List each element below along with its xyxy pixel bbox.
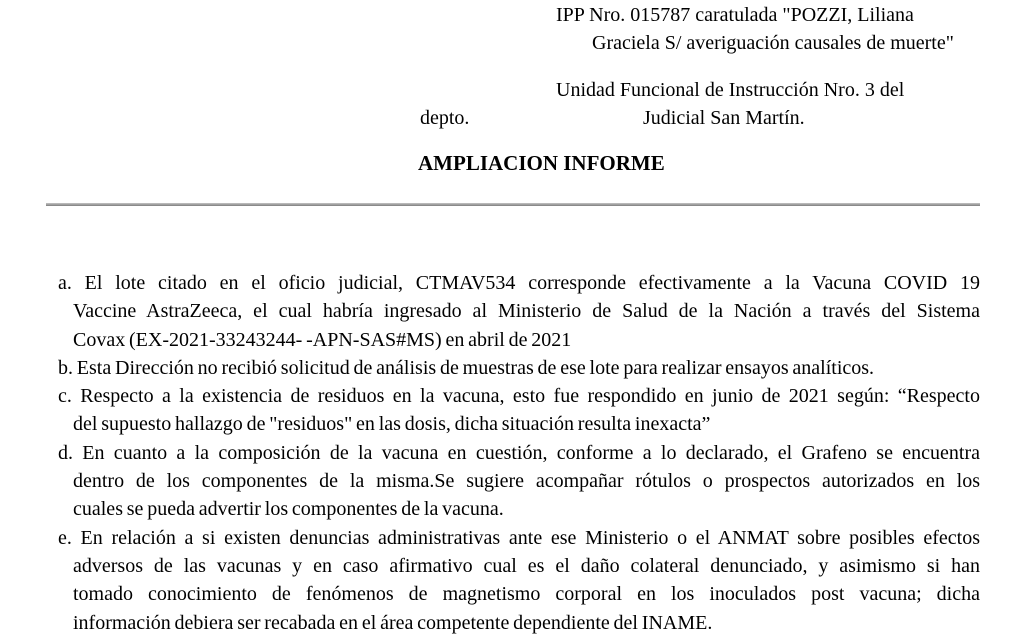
report-list [58,269,980,637]
report-text-line: Covax (EX-2021-33243244- -APN-SAS#MS) en abril de 2021 [73,328,572,351]
item-marker: b. [58,356,73,379]
report-text-line: b. Esta Dirección no recibió solicitud de análisis de muestras de ese lote para realizar ensayos analíticos. [58,356,875,379]
report-item-a [58,269,980,354]
report-item-d [58,439,980,524]
document-title: AMPLIACION INFORME [418,151,665,175]
court-line-2-left: depto. [420,107,470,129]
item-marker: d. [58,441,73,464]
item-marker: a. [58,272,72,294]
report-text-line: adversos de las vacunas y en caso afirmativo cual es el daño colateral denunciado, y asimismo si han [73,554,980,577]
report-item-b [58,354,980,382]
report-text-line: tomado conocimiento de fenómenos de magnetismo corporal en los inoculados post vacuna; dicha [73,583,980,606]
item-marker: e. [58,526,72,549]
court-line-1: Unidad Funcional de Instrucción Nro. 3 del [556,79,905,101]
report-text-line: c. Respecto a la existencia de residuos en la vacuna, esto fue respondido en junio de 2021 según: “Respecto [58,385,980,408]
report-text-line: d. En cuanto a la composición de la vacuna en cuestión, conforme a lo declarado, el Grafeno se encuentra [58,441,980,464]
case-caption-line-1: IPP Nro. 015787 caratulada "POZZI, Liliana [556,4,914,26]
item-marker: c. [58,385,72,408]
report-text-line: del supuesto hallazgo de "residuos" en las dosis, dicha situación resulta inexacta” [73,413,711,436]
case-caption-line-2: Graciela S/ averiguación causales de muerte" [592,32,954,54]
report-text-line: e. En relación a si existen denuncias administrativas ante ese Ministerio o el ANMAT sobre posibles efectos [58,526,980,549]
report-text-line: cuales se pueda advertir los componentes de la vacuna. [73,498,504,521]
report-item-e [58,524,980,637]
court-line-2-right: Judicial San Martín. [643,107,805,129]
horizontal-rule [46,203,980,206]
report-text-line: a. El lote citado en el oficio judicial, CTMAV534 corresponde efectivamente a la Vacuna COVID 19 [58,272,980,294]
report-text-line: Vaccine AstraZeeca, el cual habría ingresado al Ministerio de Salud de la Nación a través del Sistema [73,300,980,323]
report-text-line: dentro de los componentes de la misma.Se sugiere acompañar rótulos o prospectos autorizados en los [73,470,980,493]
report-item-c [58,382,980,439]
report-text-line: información debiera ser recabada en el área competente dependiente del INAME. [73,611,713,634]
